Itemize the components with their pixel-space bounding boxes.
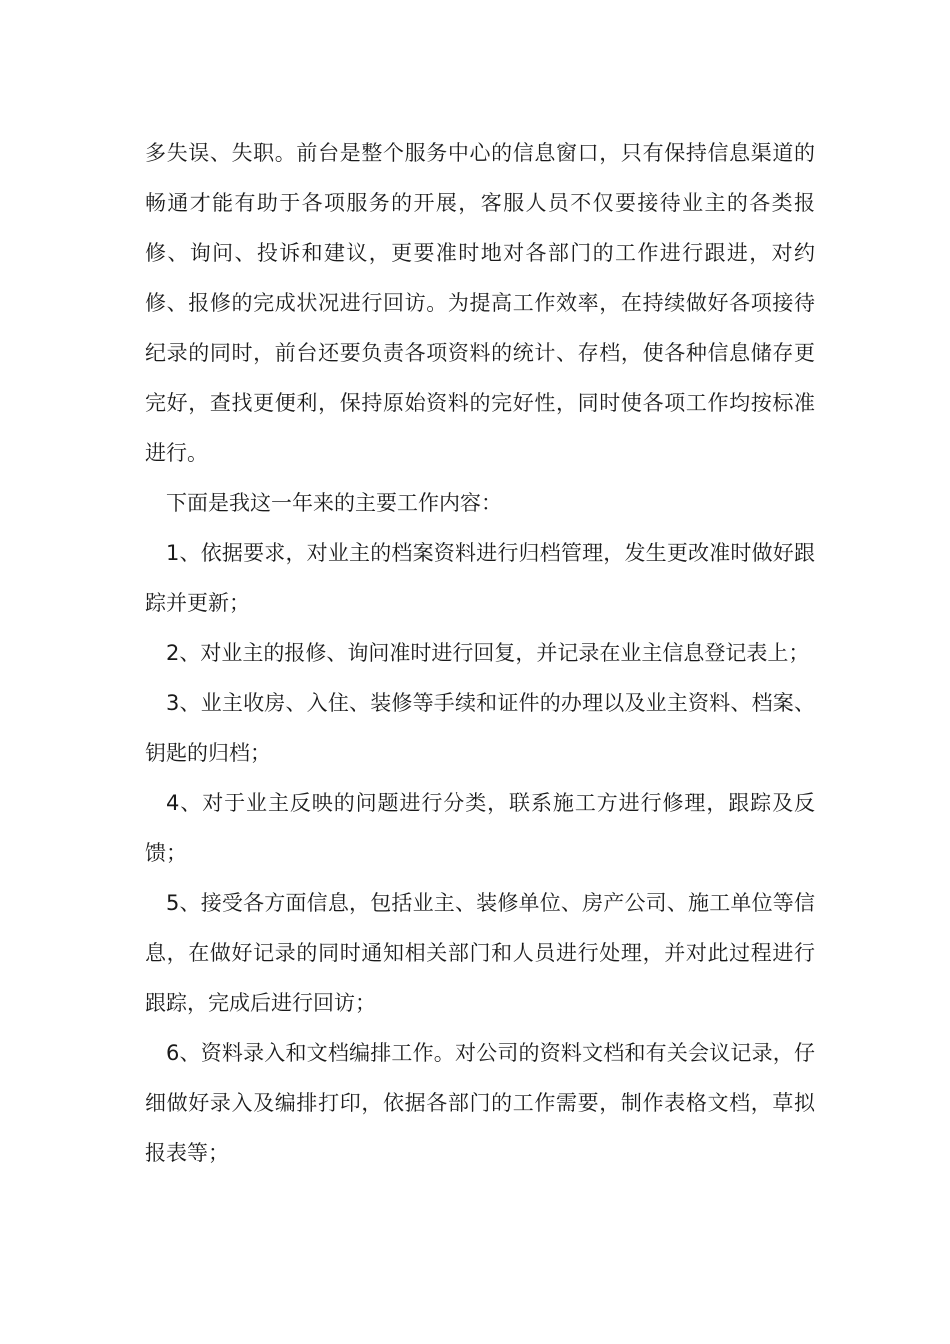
paragraph-item-4: 4、对于业主反映的问题进行分类，联系施工方进行修理，跟踪及反馈； xyxy=(145,791,815,865)
paragraph-intro: 多失误、失职。前台是整个服务中心的信息窗口，只有保持信息渠道的畅通才能有助于各项服务的开展，客服人员不仅要接待业主的各类报修、询问、投诉和建议，更要准时地对各部门的工作进行跟进，对约修、报修的完成状况进行回访。为提高工作效率，在持续做好各项接待纪录的同时，前台还要负责各项资料的统计、存档，使各种信息储存更完好，查找更便利，保持原始资料的完好性，同时使各项工作均按标准进行。 xyxy=(145,141,815,465)
document-body xyxy=(145,128,815,1178)
paragraph-item-6: 6、资料录入和文档编排工作。对公司的资料文档和有关会议记录，仔细做好录入及编排打印，依据各部门的工作需要，制作表格文档，草拟报表等； xyxy=(145,1041,815,1165)
paragraph-item-2: 2、对业主的报修、询问准时进行回复，并记录在业主信息登记表上； xyxy=(166,641,810,665)
paragraph-item-5: 5、接受各方面信息，包括业主、装修单位、房产公司、施工单位等信息，在做好记录的同时通知相关部门和人员进行处理，并对此过程进行跟踪，完成后进行回访； xyxy=(145,891,815,1015)
paragraph-summary-heading: 下面是我这一年来的主要工作内容： xyxy=(166,491,502,515)
paragraph-item-3: 3、业主收房、入住、装修等手续和证件的办理以及业主资料、档案、钥匙的归档； xyxy=(145,691,815,765)
paragraph-item-1: 1、依据要求，对业主的档案资料进行归档管理，发生更改准时做好跟踪并更新； xyxy=(145,541,815,615)
